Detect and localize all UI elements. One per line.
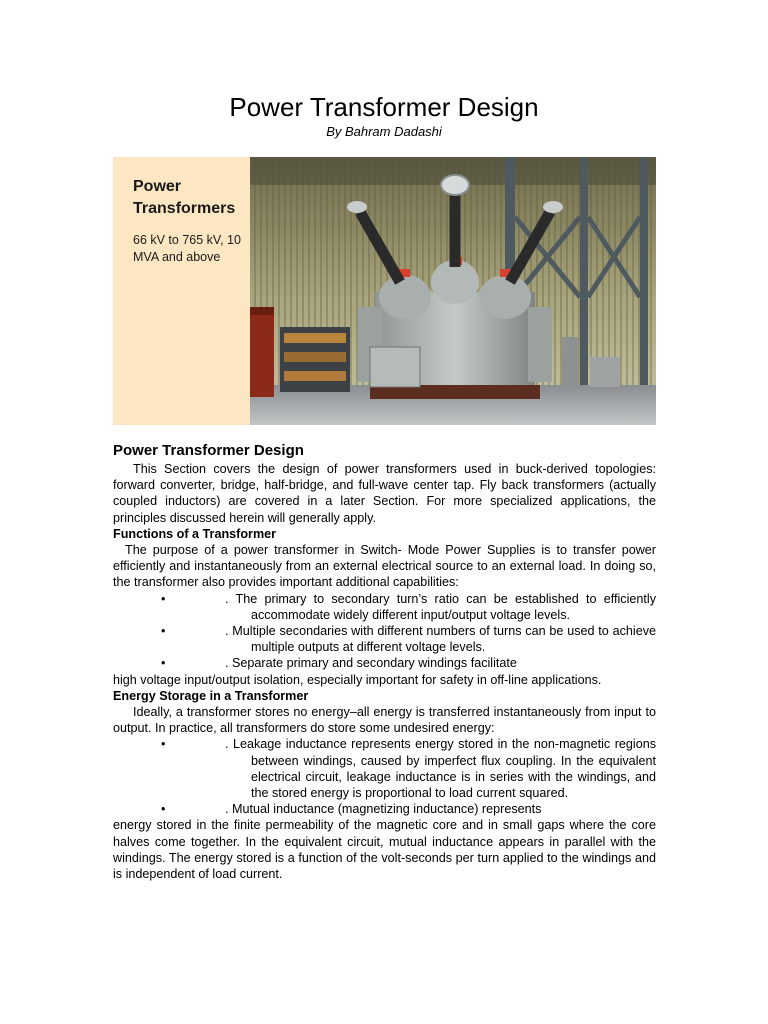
bullet-marker: • xyxy=(161,591,166,606)
figure-caption-title: Power Transformers xyxy=(133,178,236,217)
page-title: Power Transformer Design xyxy=(229,92,539,122)
document-body xyxy=(113,441,656,882)
list-item-text: . Leakage inductance represents energy stored in the non-magnetic regions between windings, caused by imperfect flux coupling. In the equivalent electrical circuit, leakage inductance is in series with the windings, and the stored energy is proportional to load current squared. xyxy=(225,737,656,801)
bullet-marker: • xyxy=(161,802,166,817)
author-byline: By Bahram Dadashi xyxy=(326,124,442,139)
bullet-marker: • xyxy=(161,624,166,639)
section-heading: Power Transformer Design xyxy=(113,442,304,459)
energy-paragraph: Ideally, a transformer stores no energy–all energy is transferred instantaneously from input to output. In practice, all transformers do store some undesired energy: xyxy=(113,705,656,736)
functions-heading: Functions of a Transformer xyxy=(113,526,277,541)
list-item-text: . The primary to secondary turn’s ratio can be established to efficiently accommodate widely different input/output voltage levels. xyxy=(225,591,656,622)
figure-caption-panel xyxy=(113,157,250,425)
list-item xyxy=(113,623,656,655)
list-item xyxy=(113,736,656,801)
transformer-photo xyxy=(250,157,656,425)
figure-caption-subtitle: 66 kV to 765 kV, 10 MVA and above xyxy=(133,233,241,264)
intro-paragraph: This Section covers the design of power transformers used in buck-derived topologies: forward converter, bridge, half-bridge, and full-wave center tap. Fly back transformers (actually coupled inductors) are covered in a later Section. For more specialized applications, the principles discussed herein will generally apply. xyxy=(113,462,656,525)
list-item xyxy=(113,655,656,671)
functions-continuation: high voltage input/output isolation, especially important for safety in off-line applications. xyxy=(113,672,602,687)
energy-continuation: energy stored in the finite permeability of the magnetic core and in small gaps where the core halves come together. In the equivalent circuit, mutual inductance appears in parallel with the windings. The energy stored is a function of the volt-seconds per turn applied to the windings and is independent of load current. xyxy=(113,818,656,882)
transformer-figure xyxy=(113,157,656,425)
list-item xyxy=(113,591,656,623)
functions-paragraph: The purpose of a power transformer in Switch- Mode Power Supplies is to transfer power efficiently and instantaneously from an external electrical source to an external load. In doing so, the transformer also provides important additional capabilities: xyxy=(113,543,656,590)
bullet-marker: • xyxy=(161,656,166,671)
list-item xyxy=(113,801,656,817)
list-item-text: . Multiple secondaries with different numbers of turns can be used to achieve multiple outputs at different voltage levels. xyxy=(225,624,656,655)
bullet-marker: • xyxy=(161,737,166,752)
list-item-text: . Mutual inductance (magnetizing inductance) represents xyxy=(225,802,542,817)
list-item-text: . Separate primary and secondary windings facilitate xyxy=(225,656,517,671)
energy-heading: Energy Storage in a Transformer xyxy=(113,688,309,703)
